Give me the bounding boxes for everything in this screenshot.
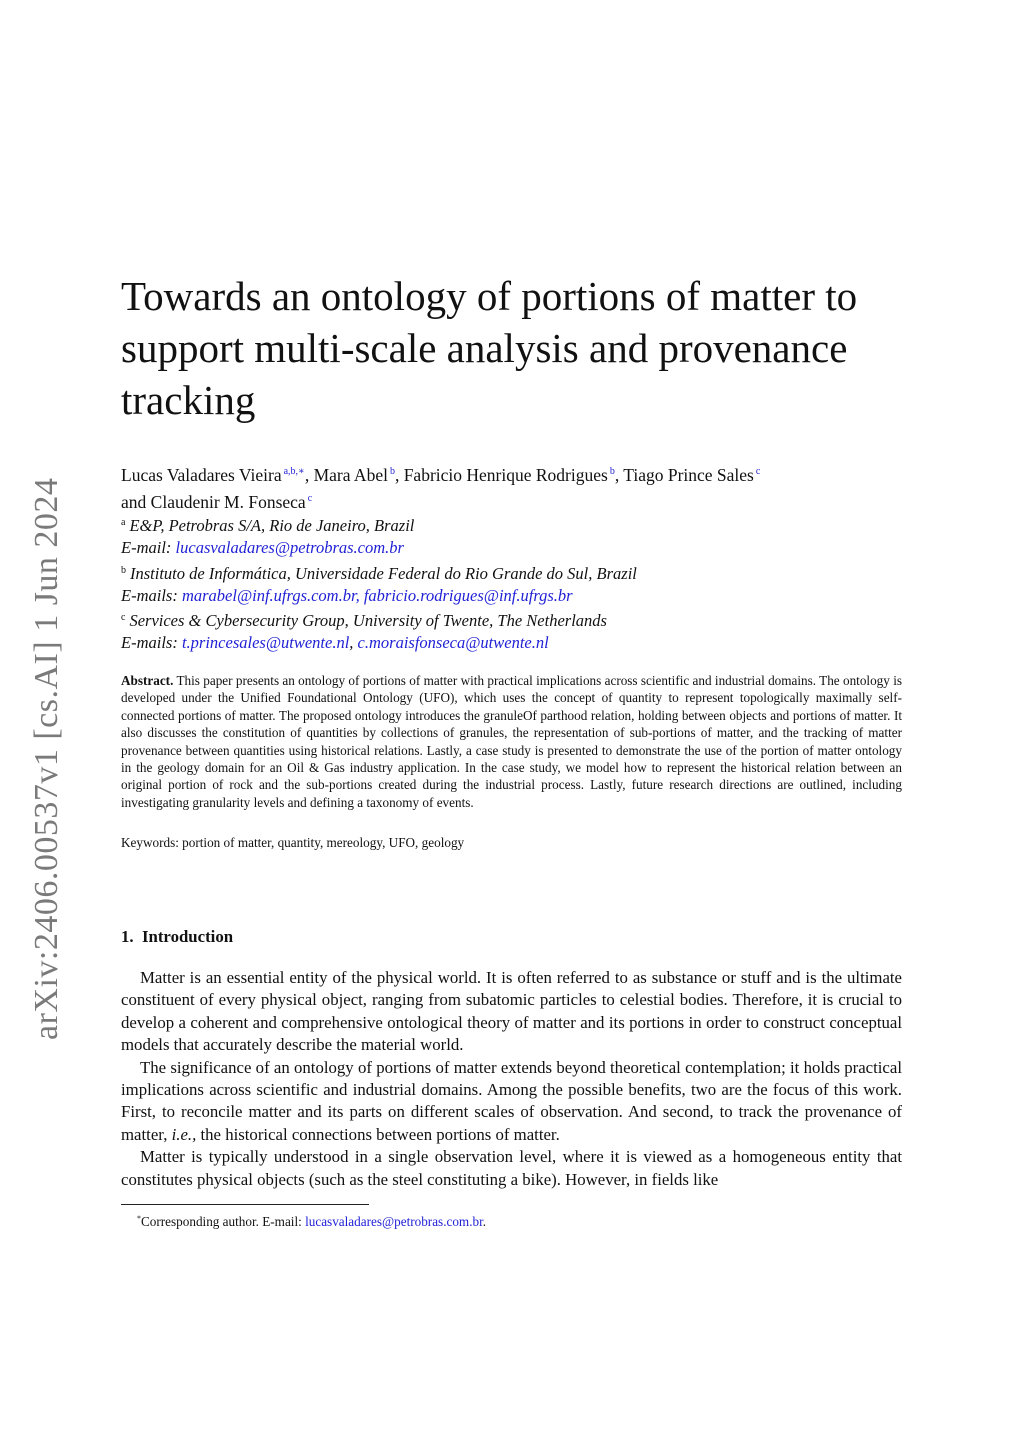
footnote: *Corresponding author. E-mail: lucasvaladares@petrobras.com.br.: [137, 1214, 487, 1229]
abstract-text: This paper presents an ontology of portions of matter with practical implications across scientific and industrial domains. The ontology is developed under the Unified Foundational Ontology (UFO), which uses the concept of quantity to represent topologically maximally self-connected portions of matter. The proposed ontology introduces the granuleOf parthood relation, holding between objects and portions of matter. It also discusses the constitution of quantities by collections of granules, the representation of sub-portions of matter, and the tracking of matter provenance between quantities using historical relations. Lastly, a case study is presented to demonstrate the use of the portion of matter ontology in the geology domain for an Oil & Gas industry application. In the case study, we model how to represent the historical relation between an original portion of rock and the sub-portions created during the industrial process. Lastly, future research directions are outlined, including investigating granularity levels and defining a taxonomy of events.: [121, 673, 902, 810]
paragraph: The significance of an ontology of portions of matter extends beyond theoretical contemplation; it holds practical implications across scientific and industrial domains. Among the possible benefits, two are the focus of this work. First, to reconcile matter and its parts on different scales of observation. And second, to track the provenance of matter, i.e., the historical connections between portions of matter.: [121, 1057, 902, 1144]
paragraph: Matter is typically understood in a single observation level, where it is viewed as a homogeneous entity that constitutes physical objects (such as the steel constituting a bike). However, in fields like: [121, 1147, 902, 1189]
author-list: Lucas Valadares Vieira $^{a,b,∗}$, Mara Abel $^b$, Fabricio Henrique Rodrigues $^b$, Tiago Prince Sales $^c$ and Claudenir M. Fonseca $^c$: [121, 465, 761, 512]
email-link[interactable]: marabel@inf.ufrgs.com.br: [181, 585, 356, 605]
author-name: Tiago Prince Sales: [623, 465, 754, 485]
affiliation-b-emails: E-mails: marabel@inf.ufrgs.com.br, fabricio.rodrigues@inf.ufrgs.br: [121, 585, 573, 605]
keywords: Keywords: portion of matter, quantity, mereology, UFO, geology: [121, 835, 465, 850]
author-name: Claudenir M. Fonseca: [150, 492, 306, 512]
author-affil-mark[interactable]: b: [389, 466, 395, 477]
author-name: Mara Abel: [313, 465, 388, 485]
author-affil-mark[interactable]: a,b,∗: [283, 466, 305, 477]
author-name: Fabricio Henrique Rodrigues: [403, 465, 608, 485]
email-link[interactable]: c.moraisfonseca@utwente.nl: [357, 633, 549, 653]
author-affil-mark[interactable]: c: [755, 466, 761, 477]
affiliation-b: $^b$ Instituto de Informática, Universidade Federal do Rio Grande do Sul, Brazil: [121, 563, 637, 583]
author-affil-mark[interactable]: c: [307, 493, 313, 504]
email-link[interactable]: lucasvaladares@petrobras.com.br: [175, 538, 404, 558]
abstract-label: Abstract.: [121, 673, 174, 688]
paragraph: Matter is an essential entity of the physical world. It is often referred to as substance or stuff and is the ultimate constituent of every physical object, ranging from subatomic particles to celestial bodies. Therefore, it is crucial to develop a coherent and comprehensive ontological theory of matter and its portions in order to construct conceptual models that accurately describe the material world.: [121, 968, 902, 1055]
affiliation-c: $^c$ Services & Cybersecurity Group, University of Twente, The Netherlands: [121, 611, 607, 631]
section-body: [121, 967, 902, 1191]
affiliation-block: [121, 512, 911, 655]
affiliation-a: $^a$ E&P, Petrobras S/A, Rio de Janeiro, Brazil: [121, 516, 415, 535]
affiliation-a-emails: E-mail: lucasvaladares@petrobras.com.br: [121, 538, 404, 558]
footnote-divider: [121, 1204, 369, 1205]
section-heading: 1. Introduction: [121, 927, 234, 946]
author-affil-mark[interactable]: b: [609, 466, 615, 477]
author-name: Lucas Valadares Vieira: [121, 465, 282, 485]
arxiv-identifier: arXiv:2406.00537v1 [cs.AI] 1 Jun 2024: [28, 477, 65, 1040]
email-link[interactable]: t.princesales@utwente.nl: [181, 633, 350, 653]
affiliation-c-emails: E-mails: t.princesales@utwente.nl, c.moraisfonseca@utwente.nl: [121, 633, 549, 653]
paper-title: Towards an ontology of portions of matter to support multi-scale analysis and provenance tracking: [121, 273, 858, 423]
abstract: [121, 672, 902, 811]
email-link[interactable]: fabricio.rodrigues@inf.ufrgs.br: [363, 585, 573, 605]
email-link[interactable]: lucasvaladares@petrobras.com.br: [305, 1214, 483, 1229]
